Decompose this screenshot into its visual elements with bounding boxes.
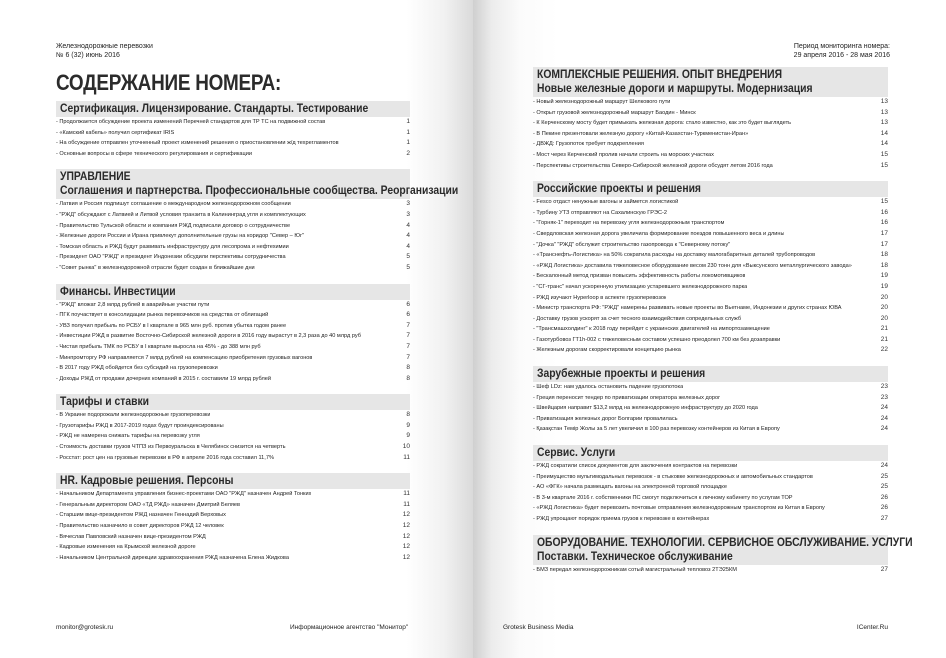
toc-entry[interactable] xyxy=(533,382,888,393)
right-page xyxy=(473,0,946,658)
toc-right-column xyxy=(533,67,913,585)
entry-page-number: 19 xyxy=(880,282,888,290)
toc-section xyxy=(533,181,888,356)
section-header xyxy=(533,535,913,565)
entry-title: - Новый железнодорожный маршрут Шелкового пути xyxy=(533,99,671,105)
section-header xyxy=(533,445,888,461)
entry-title: - На обсуждение отправлен уточненный проект изменений решения о приостановлении ж/д техрегламентов xyxy=(56,140,339,147)
entry-title: - Открыт грузовой железнодорожный маршрут Баодин - Минск xyxy=(533,109,696,116)
section-header xyxy=(56,169,459,199)
entry-page-number: 18 xyxy=(880,251,888,259)
entry-page-number: 1 xyxy=(406,139,410,147)
entry-page-number: 6 xyxy=(406,311,410,319)
entry-title: - Начальником Центральной дирекции здравоохранения РЖД назначена Елена Жидкова xyxy=(56,554,289,561)
entry-title: - РЖД изучают Hyperloop в аспекте грузоперевозок xyxy=(533,294,667,301)
section-header xyxy=(533,67,888,97)
entry-title: - Шеф LDz: нам удалось остановить падение грузопотока xyxy=(533,384,684,391)
entry-title: - "РЖД" вложат 2,8 млрд рублей в аварийные участки пути xyxy=(56,301,210,308)
entry-title: - "Трансмашхолдинг" к 2018 году перейдет с украинских двигателей на импортозамещение xyxy=(533,326,770,333)
entry-page-number: 7 xyxy=(406,321,410,329)
toc-entry[interactable] xyxy=(56,331,410,342)
toc-entry[interactable] xyxy=(56,138,410,149)
entry-page-number: 7 xyxy=(406,342,410,350)
entry-page-number: 3 xyxy=(406,210,410,218)
toc-entry[interactable] xyxy=(533,108,888,119)
entry-title: - «РЖД Логистика» доставила тяжеловесное оборудование весом 230 тонн для «Выксунского металлургического завода» xyxy=(533,262,852,269)
entry-page-number: 1 xyxy=(406,128,410,136)
toc-entry[interactable] xyxy=(56,363,410,374)
entry-title: - "Дочка" "РЖД" обслужит строительство газопровода к "Северному потоку" xyxy=(533,241,731,248)
entry-page-number: 4 xyxy=(406,242,410,250)
toc-entry[interactable] xyxy=(533,261,888,272)
toc-entry[interactable] xyxy=(56,453,410,464)
entry-title: - Вячеслав Павловский назначен вице-президентом РЖД xyxy=(56,533,206,540)
entry-title: - Росстат: рост цен на грузовые перевозки в РФ в апреле 2016 года составил 11,7% xyxy=(56,454,274,461)
entry-title: - К Керченскому мосту будет примыкать железная дорога: стало известно, как это будет выглядеть xyxy=(533,120,792,127)
entry-page-number: 20 xyxy=(880,304,888,312)
entry-page-number: 15 xyxy=(880,161,888,169)
entry-title: - Газотурбовоз ГТ1h-002 с тяжеловесным составом успешно преодолел 700 км без дозаправки xyxy=(533,336,781,343)
entry-title: - Начальником Департамента управления бизнес-проектами ОАО "РЖД" назначен Андрей Тонких xyxy=(56,491,312,498)
entry-title: - Кадровые изменения на Крымской железной дороге xyxy=(56,544,196,551)
toc-entry[interactable] xyxy=(533,240,888,251)
entry-title: - Стоимость доставки грузов ЧТПЗ из Первоуральска в Челябинск снизится на четверть xyxy=(56,444,286,451)
entry-page-number: 7 xyxy=(406,332,410,340)
entry-title: - «Камский кабель» получил сертификат IRIS xyxy=(56,129,175,136)
entry-title: - Приватизация железных дорог Болгарии провалилась xyxy=(533,415,678,422)
entry-page-number: 7 xyxy=(406,353,410,361)
section-title: Сертификация. Лицензирование. Стандарты. Тестирование xyxy=(60,103,369,115)
section-title: Соглашения и партнерства. Профессиональные сообщества. Реорганизации xyxy=(60,185,459,198)
entry-title: - РЖД не намерена снижать тарифы на перевозку угля xyxy=(56,433,200,440)
toc-entry[interactable] xyxy=(56,149,410,160)
entry-title: - Преимущество мультимодальных перевозок - в стыковке железнодорожных и автомобильных стандартов xyxy=(533,473,813,480)
entry-title: - Турбину УТЗ отправляют на Сахалинскую ГРЭС-2 xyxy=(533,209,668,216)
entry-title: - РЖД сократили список документов для заключения контрактов на перевозки xyxy=(533,463,738,470)
entry-page-number: 17 xyxy=(880,229,888,237)
toc-section xyxy=(56,473,410,563)
entry-page-number: 15 xyxy=(880,198,888,206)
toc-entry[interactable] xyxy=(533,393,888,404)
entry-title: - Минпромторгу РФ направляется 7 млрд рублей на компенсацию приобретения грузовых вагонов xyxy=(56,354,313,361)
toc-left-column xyxy=(56,101,459,573)
toc-entry[interactable] xyxy=(533,197,888,208)
toc-entry[interactable] xyxy=(533,282,888,293)
entry-page-number: 12 xyxy=(402,511,410,519)
entry-title: - Министр транспорта РФ: "РЖД" намерены развивать новые проекты во Вьетнаме, Индонезии и других странах ЮВА xyxy=(533,305,842,312)
entry-page-number: 25 xyxy=(880,472,888,480)
toc-section xyxy=(56,101,410,159)
toc-entry[interactable] xyxy=(56,242,410,253)
entry-page-number: 12 xyxy=(402,522,410,530)
entry-title: - УВЗ получил прибыль по РСБУ в I квартале в 965 млн руб. против убытка годом ранее xyxy=(56,322,287,329)
toc-section xyxy=(533,366,888,435)
toc-entry[interactable] xyxy=(56,532,410,543)
entry-page-number: 20 xyxy=(880,293,888,301)
entry-title: - Правительство назначило в совет директоров РЖД 12 человек xyxy=(56,523,224,530)
entry-page-number: 9 xyxy=(406,421,410,429)
toc-entry[interactable] xyxy=(533,271,888,282)
entry-title: - ПГК поучаствует в консолидации рынка перевозчиков на средства от облигаций xyxy=(56,312,269,319)
toc-entry[interactable] xyxy=(533,514,888,525)
entry-page-number: 22 xyxy=(880,346,888,354)
entry-title: - "РЖД" обсуждают с Латвией и Литвой условия транзита в Калининград угля и комплектующих xyxy=(56,211,306,218)
entry-page-number: 25 xyxy=(880,483,888,491)
entry-title: - Томская область и РЖД будут развивать инфраструктуру для лесопрома и нефтехимии xyxy=(56,243,289,250)
entry-title: - Перспективы строительства Северо-Сибирской железной дороги обсудят летом 2016 года xyxy=(533,162,773,169)
toc-entry[interactable] xyxy=(56,431,410,442)
footer-site: ICenter.Ru xyxy=(856,624,888,631)
entry-page-number: 16 xyxy=(880,208,888,216)
publication-header xyxy=(56,42,153,60)
entry-page-number: 21 xyxy=(880,325,888,333)
toc-section xyxy=(533,445,888,525)
entry-page-number: 18 xyxy=(880,261,888,269)
section-header xyxy=(56,473,410,489)
entry-title: - Латвия и Россия подпишут соглашение о международном железнодорожном сообщении xyxy=(56,201,291,208)
entry-page-number: 27 xyxy=(880,565,888,573)
toc-entry[interactable] xyxy=(56,542,410,553)
entry-title: - Основные вопросы в сфере технического регулирования и сертификации xyxy=(56,150,252,157)
entry-page-number: 11 xyxy=(403,453,410,461)
entry-title: - В Пекине презентовали железную дорогу «Китай-Казахстан-Туркменистан-Иран» xyxy=(533,130,749,137)
entry-page-number: 14 xyxy=(880,129,888,137)
section-header xyxy=(56,101,410,117)
entry-page-number: 12 xyxy=(402,532,410,540)
toc-entry[interactable] xyxy=(56,500,410,511)
entry-title: - Генеральным директором ОАО «ТД РЖД» назначен Дмитрий Беляев xyxy=(56,501,241,508)
entry-page-number: 13 xyxy=(880,98,888,105)
toc-entry[interactable] xyxy=(56,353,410,364)
toc-section xyxy=(56,394,410,463)
toc-entry[interactable] xyxy=(533,472,888,483)
toc-entry[interactable] xyxy=(56,521,410,532)
toc-entry[interactable] xyxy=(56,221,410,232)
toc-entry[interactable] xyxy=(533,218,888,229)
entry-page-number: 14 xyxy=(880,140,888,148)
entry-page-number: 13 xyxy=(880,108,888,116)
entry-title: - Швейцария направит $13,2 млрд на железнодорожную инфраструктуру до 2020 года xyxy=(533,405,758,412)
issue-number: № 6 (32) июнь 2016 xyxy=(56,52,120,59)
section-title: Поставки. Техническое обслуживание xyxy=(537,550,733,563)
toc-entry[interactable] xyxy=(533,403,888,414)
entry-page-number: 5 xyxy=(406,253,410,261)
entry-page-number: 19 xyxy=(880,272,888,280)
toc-entry[interactable] xyxy=(533,303,888,314)
toc-entry[interactable] xyxy=(56,128,410,139)
toc-entry[interactable] xyxy=(56,252,410,263)
entry-page-number: 26 xyxy=(880,493,888,501)
entry-page-number: 24 xyxy=(880,462,888,470)
period-label: Период мониторинга номера: xyxy=(793,43,890,50)
entry-page-number: 16 xyxy=(880,219,888,227)
section-title: Сервис. Услуги xyxy=(537,447,616,460)
page-title: СОДЕРЖАНИЕ НОМЕРА: xyxy=(56,70,282,95)
toc-entry[interactable] xyxy=(533,150,888,161)
entry-page-number: 24 xyxy=(880,425,888,433)
entry-page-number: 12 xyxy=(402,543,410,551)
entry-page-number: 4 xyxy=(406,221,410,229)
toc-entry[interactable] xyxy=(533,461,888,472)
entry-title: - В Украине подорожали железнодорожные грузоперевозки xyxy=(56,412,211,419)
period-value: 29 апреля 2016 - 28 мая 2016 xyxy=(793,52,890,59)
toc-entry[interactable] xyxy=(533,118,888,129)
entry-page-number: 1 xyxy=(406,118,410,125)
toc-section xyxy=(533,535,913,576)
entry-page-number: 20 xyxy=(880,314,888,322)
section-title: HR. Кадровые решения. Персоны xyxy=(60,475,234,488)
entry-page-number: 24 xyxy=(880,414,888,422)
entry-page-number: 8 xyxy=(406,411,410,419)
entry-title: - В 2017 году РЖД обойдется без субсидий на грузоперевозки xyxy=(56,365,218,372)
toc-entry[interactable] xyxy=(533,208,888,219)
toc-entry[interactable] xyxy=(56,199,410,210)
section-title: ОБОРУДОВАНИЕ. ТЕХНОЛОГИИ. СЕРВИСНОЕ ОБСЛУЖИВАНИЕ. УСЛУГИ xyxy=(537,536,913,549)
entry-title: - В 3-м квартале 2016 г. собственники ПС смогут подключиться к личному кабинету по услугам ТОР xyxy=(533,494,793,501)
toc-entry[interactable] xyxy=(56,553,410,564)
toc-entry[interactable] xyxy=(56,374,410,385)
toc-entry[interactable] xyxy=(533,414,888,425)
toc-entry[interactable] xyxy=(56,510,410,521)
entry-title: - Мост через Керченский пролив начали строить на морских участках xyxy=(533,151,714,158)
toc-entry[interactable] xyxy=(56,117,410,128)
section-title: Тарифы и ставки xyxy=(60,396,150,409)
toc-entry[interactable] xyxy=(533,139,888,150)
entry-page-number: 8 xyxy=(406,364,410,372)
toc-entry[interactable] xyxy=(533,293,888,304)
entry-page-number: 11 xyxy=(403,490,410,498)
toc-entry[interactable] xyxy=(533,482,888,493)
entry-title: - ДВЖД: Грузопоток требует подкрепления xyxy=(533,141,644,148)
entry-title: - Грузотарифы РЖД в 2017-2019 годах будут проиндексированы xyxy=(56,422,224,429)
toc-entry[interactable] xyxy=(533,503,888,514)
toc-entry[interactable] xyxy=(56,442,410,453)
entry-page-number: 13 xyxy=(880,119,888,127)
entry-page-number: 26 xyxy=(880,504,888,512)
entry-page-number: 11 xyxy=(403,500,410,508)
entry-page-number: 23 xyxy=(880,393,888,401)
entry-page-number: 24 xyxy=(880,404,888,412)
section-header xyxy=(533,181,888,197)
toc-entry[interactable] xyxy=(533,97,888,108)
toc-entry[interactable] xyxy=(56,421,410,432)
entry-title: - РЖД упрощают порядок приема грузов к перевозке в контейнерах xyxy=(533,516,710,522)
section-title: КОМПЛЕКСНЫЕ РЕШЕНИЯ. ОПЫТ ВНЕДРЕНИЯ xyxy=(537,69,783,81)
toc-entry[interactable] xyxy=(56,410,410,421)
section-title: Зарубежные проекты и решения xyxy=(537,368,706,381)
entry-page-number: 5 xyxy=(406,263,410,271)
toc-entry[interactable] xyxy=(533,314,888,325)
toc-entry[interactable] xyxy=(56,231,410,242)
toc-section xyxy=(56,284,410,385)
footer-publisher: Grotesk Business Media xyxy=(503,624,574,631)
entry-title: - Чистая прибыль ТМК по РСБУ в I квартале выросла на 45% - до 388 млн руб xyxy=(56,343,261,350)
entry-title: - Правительство Тульской области и компания РЖД подписали договор о сотрудничестве xyxy=(56,222,291,229)
entry-title: - Продолжается обсуждение проекта изменений Перечней стандартов для ТР ТС на подвижной состав xyxy=(56,119,326,125)
entry-title: - Свердловская железная дорога увеличила формирование поездов повышенного веса и длины xyxy=(533,230,785,237)
entry-title: - Железным дорогам скорректировали концепцию рынка xyxy=(533,347,681,354)
toc-entry[interactable] xyxy=(56,310,410,321)
entry-title: - Доставку грузов ускорят за счет тесного взаимодействия сопредельных служб xyxy=(533,315,742,322)
publication-name: Железнодорожные перевозки xyxy=(56,43,153,50)
entry-page-number: 23 xyxy=(880,383,888,391)
entry-title: - Греция переносит тендер по приватизации оператора железных дорог xyxy=(533,394,721,401)
entry-page-number: 17 xyxy=(880,240,888,248)
section-title: Новые железные дороги и маршруты. Модернизация xyxy=(537,83,813,95)
entry-title: - Қазақстан Темір Жолы за 5 лет увеличил в 100 раз перевозку контейнеров из Китая в Европу xyxy=(533,426,780,433)
entry-title: - Доходы РЖД от продажи дочерних компаний в 2015 г. составили 19 млрд рублей xyxy=(56,375,271,382)
entry-page-number: 21 xyxy=(880,335,888,343)
toc-entry[interactable] xyxy=(56,300,410,311)
toc-entry[interactable] xyxy=(533,324,888,335)
entry-title: - Инвестиции РЖД в развитие Восточно-Сибирской железной дороги в 2016 году вырастут в 2,3 раза до 40 млрд руб xyxy=(56,333,361,340)
entry-title: - «РЖД Логистика» будет перевозить почтовые отправления железнодорожным транспортом из Китая в Европу xyxy=(533,505,825,512)
entry-title: - Бескалонный метод призван повысить эффективность работы локомотивщиков xyxy=(533,273,746,280)
entry-page-number: 3 xyxy=(406,200,410,208)
toc-entry[interactable] xyxy=(56,263,410,274)
entry-title: - Fesco отдаст ненужные вагоны и займется логистикой xyxy=(533,199,679,206)
toc-entry[interactable] xyxy=(56,489,410,500)
toc-entry[interactable] xyxy=(533,565,888,576)
toc-entry[interactable] xyxy=(533,250,888,261)
toc-entry[interactable] xyxy=(533,161,888,172)
entry-page-number: 8 xyxy=(406,374,410,382)
entry-page-number: 27 xyxy=(880,515,888,522)
entry-page-number: 2 xyxy=(406,149,410,157)
section-header xyxy=(56,284,410,300)
toc-entry[interactable] xyxy=(533,345,888,356)
toc-entry[interactable] xyxy=(533,335,888,346)
period-header xyxy=(794,42,890,60)
toc-entry[interactable] xyxy=(56,321,410,332)
section-title: Российские проекты и решения xyxy=(537,183,701,196)
footer-email: monitor@grotesk.ru xyxy=(56,624,114,631)
footer-agency: Информационное агентство "Монитор" xyxy=(290,624,409,631)
entry-title: - "Совет рынка" в железнодорожной отрасли будет создан в ближайшие дни xyxy=(56,264,255,271)
entry-page-number: 9 xyxy=(406,432,410,440)
entry-title: - Старшим вице-президентом РЖД назначен Геннадий Верховых xyxy=(56,512,226,519)
entry-title: - Президент ОАО "РЖД" и президент Индонезии обсудили перспективы сотрудничества xyxy=(56,254,286,261)
entry-title: - АО «ФГК» начала размещать вагоны на электронной торговой площадке xyxy=(533,484,727,491)
entry-title: - Железные дороги России и Ирана привлекут дополнительные грузы на коридор "Север – Юг" xyxy=(56,233,305,240)
entry-title: - «Транснефть-Логистика» на 50% сократила расходы на доставку малогабаритных деталей трубопроводов xyxy=(533,252,816,259)
toc-entry[interactable] xyxy=(56,342,410,353)
entry-page-number: 10 xyxy=(402,443,410,451)
section-header xyxy=(56,394,410,410)
entry-page-number: 6 xyxy=(406,300,410,308)
toc-entry[interactable] xyxy=(533,129,888,140)
entry-title: - "Горняк-1" переходит на перевозку угля железнодорожным транспортом xyxy=(533,220,725,227)
entry-page-number: 4 xyxy=(406,232,410,240)
toc-entry[interactable] xyxy=(56,210,410,221)
entry-title: - БМЗ передал железнодорожникам сотый магистральный тепловоз 2ТЭ25КМ xyxy=(533,566,737,573)
section-header xyxy=(533,366,888,382)
toc-entry[interactable] xyxy=(533,424,888,435)
section-title: УПРАВЛЕНИЕ xyxy=(60,171,131,184)
entry-page-number: 15 xyxy=(880,150,888,158)
entry-page-number: 12 xyxy=(402,553,410,561)
toc-section xyxy=(533,67,888,171)
toc-section xyxy=(56,169,459,273)
toc-entry[interactable] xyxy=(533,229,888,240)
toc-entry[interactable] xyxy=(533,493,888,504)
section-title: Финансы. Инвестиции xyxy=(60,285,176,298)
entry-title: - "СГ-транс" начал ускоренную утилизацию устаревшего железнодорожного парка xyxy=(533,283,748,290)
